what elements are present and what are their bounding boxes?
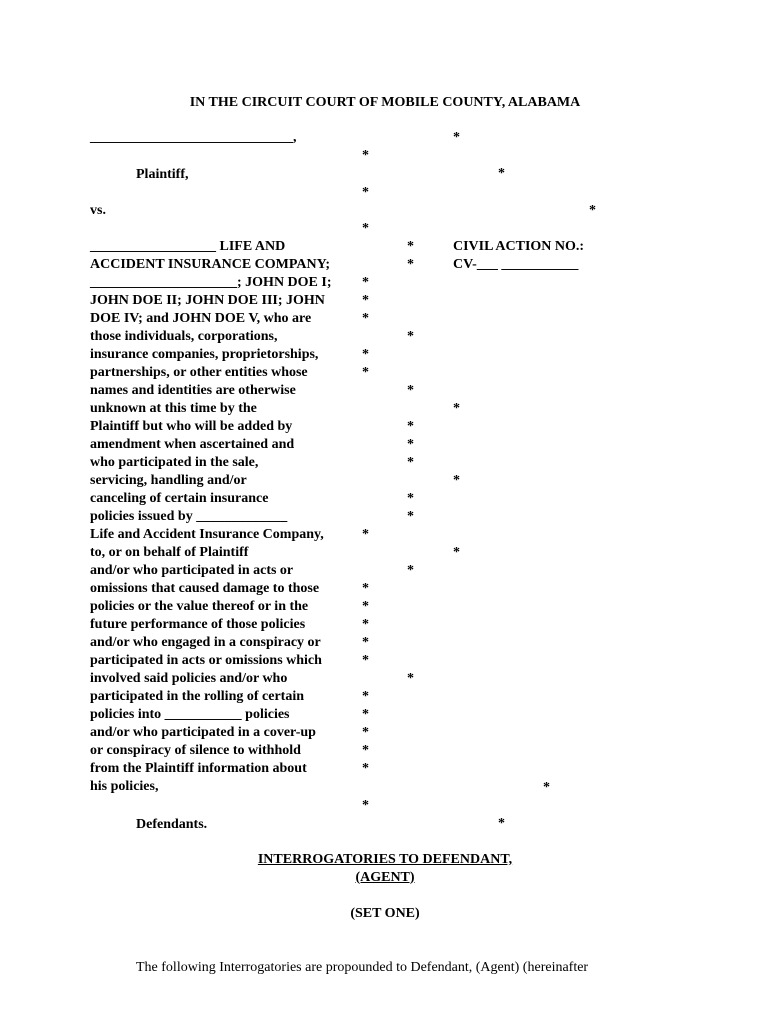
defendant-line: Life and Accident Insurance Company, <box>90 527 324 542</box>
vs-label: vs. <box>90 203 106 218</box>
caption-asterisk: * <box>362 148 369 163</box>
caption-asterisk: * <box>362 798 369 813</box>
defendant-line: omissions that caused damage to those <box>90 581 320 596</box>
court-heading: IN THE CIRCUIT COURT OF MOBILE COUNTY, ALABAMA <box>189 95 581 110</box>
case-number: CV-___ ___________ <box>453 257 579 272</box>
defendant-line: canceling of certain insurance <box>90 491 269 506</box>
civil-action-label: CIVIL ACTION NO.: <box>453 239 585 254</box>
defendant-line: those individuals, corporations, <box>90 329 278 344</box>
plaintiff-label: Plaintiff, <box>136 167 189 182</box>
caption-asterisk: * <box>407 509 414 524</box>
caption-asterisk: * <box>362 599 369 614</box>
defendant-line: policies or the value thereof or in the <box>90 599 309 614</box>
set-one-label: (SET ONE) <box>350 906 420 921</box>
defendant-line: participated in the rolling of certain <box>90 689 304 704</box>
defendant-line: _____________________; JOHN DOE I; <box>90 275 332 290</box>
caption-asterisk: * <box>407 419 414 434</box>
defendant-line: __________________ LIFE AND <box>90 239 286 254</box>
defendant-line: to, or on behalf of Plaintiff <box>90 545 249 560</box>
body-paragraph: The following Interrogatories are propounded to Defendant, (Agent) (hereinafter <box>136 960 589 975</box>
defendant-line: from the Plaintiff information about <box>90 761 307 776</box>
defendant-line: DOE IV; and JOHN DOE V, who are <box>90 311 312 326</box>
defendant-line: servicing, handling and/or <box>90 473 247 488</box>
caption-asterisk: * <box>498 816 505 831</box>
defendant-line: and/or who participated in acts or <box>90 563 294 578</box>
caption-asterisk: * <box>362 653 369 668</box>
defendant-line: participated in acts or omissions which <box>90 653 322 668</box>
caption-asterisk: * <box>362 221 369 236</box>
defendant-line: partnerships, or other entities whose <box>90 365 308 380</box>
caption-asterisk: * <box>407 257 414 272</box>
caption-asterisk: * <box>362 311 369 326</box>
defendant-line: JOHN DOE II; JOHN DOE III; JOHN <box>90 293 325 308</box>
defendant-line: policies into ___________ policies <box>90 707 290 722</box>
caption-asterisk: * <box>407 239 414 254</box>
caption-asterisk: * <box>362 275 369 290</box>
defendant-line: insurance companies, proprietorships, <box>90 347 319 362</box>
caption-asterisk: * <box>407 563 414 578</box>
document-title-line2: (AGENT) <box>355 870 415 885</box>
caption-asterisk: * <box>589 203 596 218</box>
caption-asterisk: * <box>362 761 369 776</box>
caption-asterisk: * <box>362 635 369 650</box>
defendant-line: who participated in the sale, <box>90 455 259 470</box>
defendant-line: his policies, <box>90 779 159 794</box>
caption-asterisk: * <box>362 689 369 704</box>
caption-asterisk: * <box>453 473 460 488</box>
caption-asterisk: * <box>407 329 414 344</box>
defendant-line: names and identities are otherwise <box>90 383 296 398</box>
defendant-line: amendment when ascertained and <box>90 437 295 452</box>
caption-asterisk: * <box>498 166 505 181</box>
defendants-label: Defendants. <box>136 817 208 832</box>
caption-asterisk: * <box>407 455 414 470</box>
caption-asterisk: * <box>453 545 460 560</box>
caption-asterisk: * <box>453 130 460 145</box>
caption-asterisk: * <box>362 293 369 308</box>
caption-asterisk: * <box>362 707 369 722</box>
caption-asterisk: * <box>407 437 414 452</box>
defendant-line: or conspiracy of silence to withhold <box>90 743 301 758</box>
plaintiff-blank: _____________________________, <box>90 130 297 145</box>
defendant-line: involved said policies and/or who <box>90 671 288 686</box>
caption-asterisk: * <box>362 365 369 380</box>
defendant-line: future performance of those policies <box>90 617 306 632</box>
caption-asterisk: * <box>362 527 369 542</box>
defendant-line: ACCIDENT INSURANCE COMPANY; <box>90 257 331 272</box>
caption-asterisk: * <box>453 401 460 416</box>
defendant-line: unknown at this time by the <box>90 401 257 416</box>
defendant-line: Plaintiff but who will be added by <box>90 419 293 434</box>
document-title-line1: INTERROGATORIES TO DEFENDANT, <box>257 852 513 867</box>
caption-asterisk: * <box>543 780 550 795</box>
caption-asterisk: * <box>362 581 369 596</box>
defendant-line: and/or who participated in a cover-up <box>90 725 316 740</box>
caption-asterisk: * <box>362 617 369 632</box>
caption-asterisk: * <box>362 743 369 758</box>
defendant-line: policies issued by _____________ <box>90 509 288 524</box>
caption-asterisk: * <box>362 725 369 740</box>
caption-asterisk: * <box>362 347 369 362</box>
caption-asterisk: * <box>407 383 414 398</box>
caption-asterisk: * <box>407 491 414 506</box>
caption-asterisk: * <box>407 671 414 686</box>
defendant-line: and/or who engaged in a conspiracy or <box>90 635 321 650</box>
caption-asterisk: * <box>362 185 369 200</box>
